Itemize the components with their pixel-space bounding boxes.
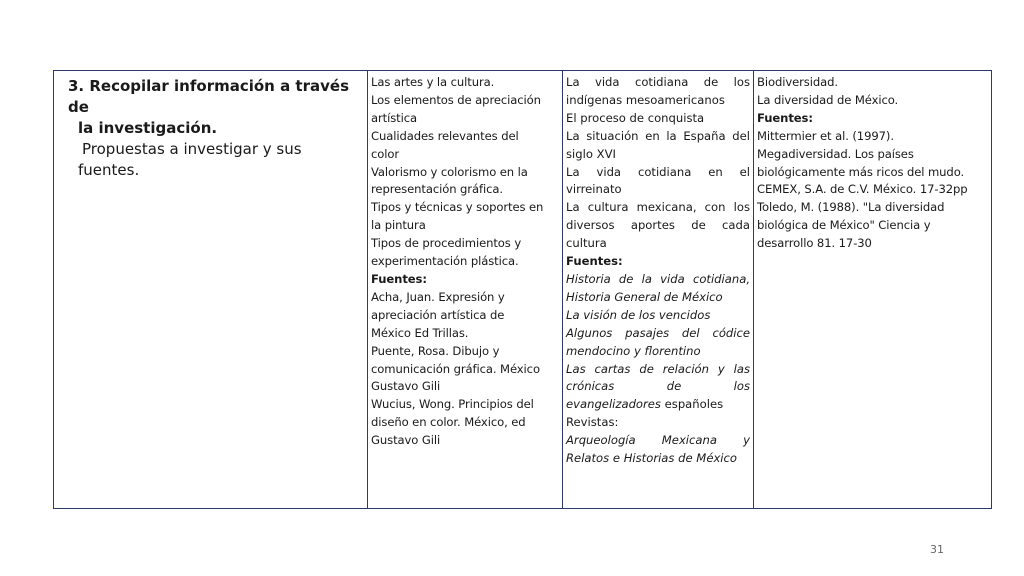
history-sources-label: Fuentes: xyxy=(566,254,623,269)
biodiversity-line: La diversidad de México. xyxy=(757,92,899,107)
arts-line: color xyxy=(371,146,400,161)
arts-line: Los elementos de apreciación xyxy=(371,92,541,107)
topic-subheading xyxy=(68,139,363,181)
biodiversity-line: biológicamente más ricos del mudo. xyxy=(757,164,965,179)
arts-line: experimentación plástica. xyxy=(371,254,519,269)
history-source: Historia de la vida cotidiana, xyxy=(566,271,750,286)
history-line: La vida cotidiana de los xyxy=(566,75,750,89)
arts-line: Acha, Juan. Expresión y xyxy=(371,289,505,304)
history-source: mendocino y florentino xyxy=(566,343,701,358)
arts-line: Tipos de procedimientos y xyxy=(371,236,522,251)
history-line: La situación en la España del xyxy=(566,128,750,143)
biodiversity-line: Biodiversidad. xyxy=(757,75,838,89)
topic-heading-line-2: la investigación. xyxy=(78,119,218,137)
history-line: diversos aportes de cada xyxy=(566,218,750,233)
biodiversity-line: Mittermier et al. (1997). xyxy=(757,128,894,143)
history-source: Algunos pasajes del códice xyxy=(566,325,750,340)
arts-sources-label: Fuentes: xyxy=(371,271,427,286)
topic-heading xyxy=(68,76,363,139)
history-source: Las cartas de relación y las xyxy=(566,361,750,376)
arts-line: Gustavo Gili xyxy=(371,433,441,448)
history-source-plain: españoles xyxy=(660,397,724,412)
arts-line: comunicación gráfica. México xyxy=(371,361,540,376)
history-source-italic: evangelizadores xyxy=(566,397,661,412)
arts-line: la pintura xyxy=(371,218,426,233)
history-magazine: Arqueología Mexicana y xyxy=(566,433,750,448)
arts-line: Gustavo Gili xyxy=(371,379,441,394)
history-line: La cultura mexicana, con los xyxy=(566,200,750,215)
arts-line: Cualidades relevantes del xyxy=(371,128,519,143)
arts-line: Puente, Rosa. Dibujo y xyxy=(371,343,500,358)
table-cell-topic xyxy=(54,71,367,508)
history-magazines-label: Revistas: xyxy=(566,415,619,430)
biodiversity-line: desarrollo 81. 17-30 xyxy=(757,236,872,251)
arts-line: Tipos y técnicas y soportes en xyxy=(371,200,544,215)
history-line: virreinato xyxy=(566,182,622,197)
history-line: El proceso de conquista xyxy=(566,110,705,125)
arts-line: artística xyxy=(371,110,418,125)
table-cell-biodiversity xyxy=(753,71,991,508)
arts-line: Valorismo y colorismo en la xyxy=(371,164,528,179)
history-line: indígenas mesoamericanos xyxy=(566,92,725,107)
page-number: 31 xyxy=(930,543,944,556)
topic-subheading-line-1: Propuestas a investigar y sus xyxy=(82,140,302,158)
biodiversity-line: Toledo, M. (1988). "La diversidad xyxy=(757,200,945,215)
arts-line: apreciación artística de xyxy=(371,307,505,322)
arts-line: México Ed Trillas. xyxy=(371,325,469,340)
table-cell-history xyxy=(562,71,753,508)
arts-line: diseño en color. México, ed xyxy=(371,415,526,430)
biodiversity-line: CEMEX, S.A. de C.V. México. 17-32pp xyxy=(757,182,968,197)
history-line: La vida cotidiana en el xyxy=(566,164,750,179)
biodiversity-line: Megadiversidad. Los países xyxy=(757,146,914,161)
history-source: crónicas de los xyxy=(566,379,750,394)
history-magazine: Relatos e Historias de México xyxy=(566,451,737,466)
arts-line: Wucius, Wong. Principios del xyxy=(371,397,534,412)
arts-line: representación gráfica. xyxy=(371,182,503,197)
content-table xyxy=(53,70,992,509)
history-line: cultura xyxy=(566,236,607,251)
history-source: Historia General de México xyxy=(566,289,723,304)
biodiversity-sources-label: Fuentes: xyxy=(757,110,813,125)
history-source xyxy=(566,396,750,414)
table-cell-arts xyxy=(367,71,562,508)
arts-line: Las artes y la cultura. xyxy=(371,75,495,89)
history-source: La visión de los vencidos xyxy=(566,307,711,322)
biodiversity-line: biológica de México" Ciencia y xyxy=(757,218,931,233)
topic-subheading-line-2: fuentes. xyxy=(78,161,140,179)
history-line: siglo XVI xyxy=(566,146,616,161)
topic-heading-line-1: 3. Recopilar información a través de xyxy=(68,77,349,116)
